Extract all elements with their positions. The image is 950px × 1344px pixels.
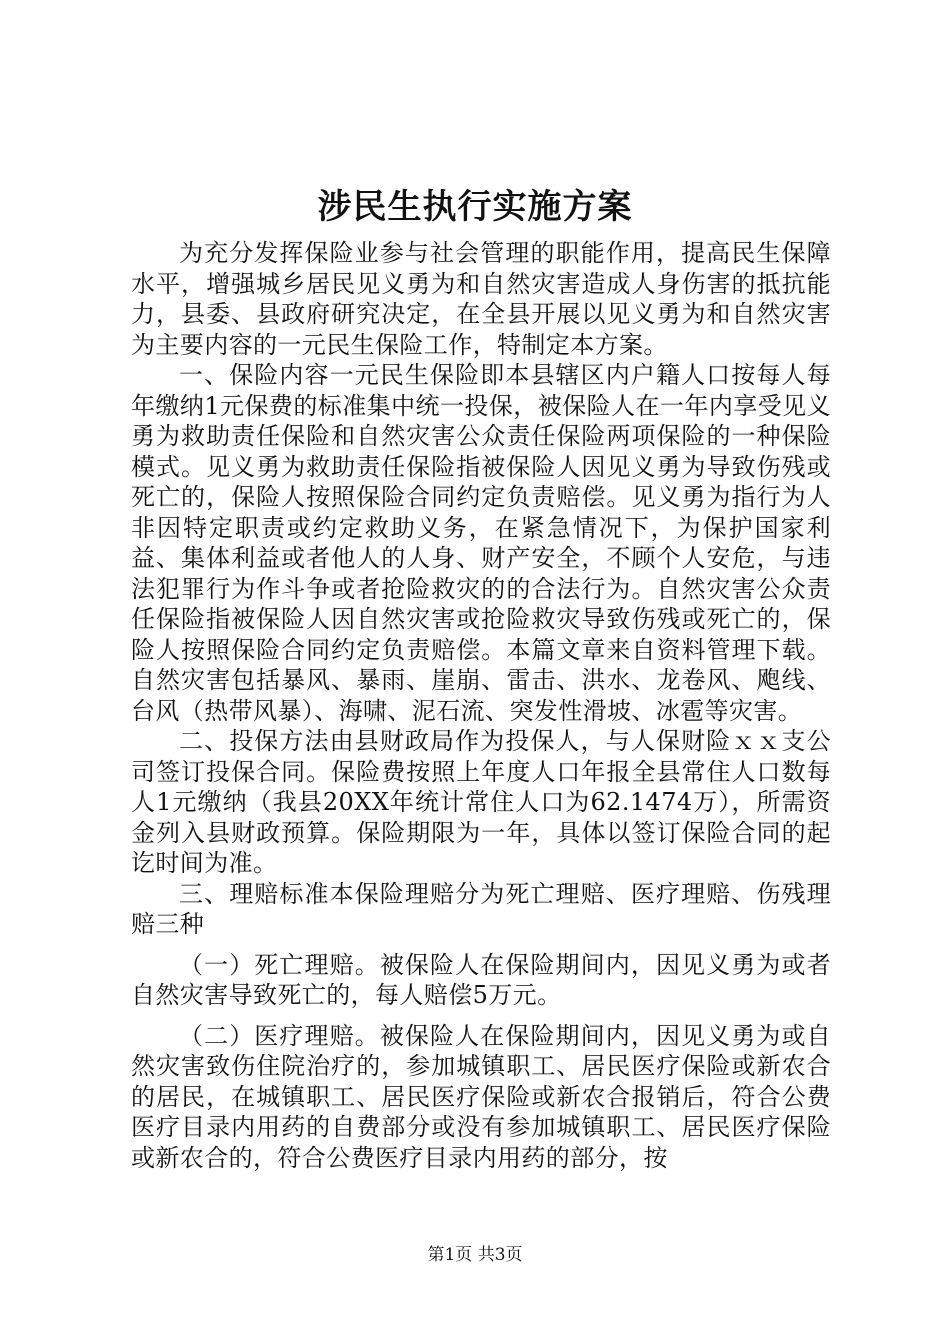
insurance-content-paragraph: 一、保险内容一元民生保险即本县辖区内户籍人口按每人每年缴纳1元保费的标准集中统一投保，被保险人在一年内享受见义勇为救助责任保险和自然灾害公众责任保险两项保险的一种保险模式。见义勇为救助责任保险指被保险人因见义勇为导致伤残或死亡的，保险人按照保险合同约定负责赔偿。见义勇为指行为人非因特定职责或约定救助义务，在紧急情况下，为保护国家利益、集体利益或者他人的人身、财产安全，不顾个人安危，与违法犯罪行为作斗争或者抢险救灾的的合法行为。自然灾害公众责任保险指被保险人因自然灾害或抢险救灾导致伤残或死亡的，保险人按照保险合同约定负责赔偿。本篇文章来自资料管理下载。自然灾害包括暴风、暴雨、崖崩、雷击、洪水、龙卷风、飑线、台风（热带风暴）、海啸、泥石流、突发性滑坡、冰雹等灾害。 bbox=[131, 361, 831, 725]
page-footer: 第1页 共3页 bbox=[427, 1245, 523, 1265]
death-claim-paragraph: （一）死亡理赔。被保险人在保险期间内，因见义勇为或者自然灾害导致死亡的，每人赔偿5万元。 bbox=[131, 950, 831, 1009]
insurance-method-paragraph: 二、投保方法由县财政局作为投保人，与人保财险ｘｘ支公司签订投保合同。保险费按照上年度人口年报全县常住人口数每人1元缴纳（我县20XX年统计常住人口为62.1474万），所需资金列入县财政预算。保险期限为一年，具体以签订保险合同的起讫时间为准。 bbox=[131, 727, 831, 877]
intro-paragraph: 为充分发挥保险业参与社会管理的职能作用，提高民生保障水平，增强城乡居民见义勇为和自然灾害造成人身伤害的抵抗能力，县委、县政府研究决定，在全县开展以见义勇为和自然灾害为主要内容的一元民生保险工作，特制定本方案。 bbox=[131, 239, 831, 359]
document-body bbox=[131, 238, 831, 1173]
claim-standard-paragraph: 三、理赔标准本保险理赔分为死亡理赔、医疗理赔、伤残理赔三种 bbox=[131, 879, 831, 938]
medical-claim-paragraph: （二）医疗理赔。被保险人在保险期间内，因见义勇为或自然灾害致伤住院治疗的，参加城镇职工、居民医疗保险或新农合的居民，在城镇职工、居民医疗保险或新农合报销后，符合公费医疗目录内用药的自费部分或没有参加城镇职工、居民医疗保险或新农合的，符合公费医疗目录内用药的部分，按 bbox=[131, 1021, 831, 1172]
page-title: 涉民生执行实施方案 bbox=[317, 187, 633, 227]
